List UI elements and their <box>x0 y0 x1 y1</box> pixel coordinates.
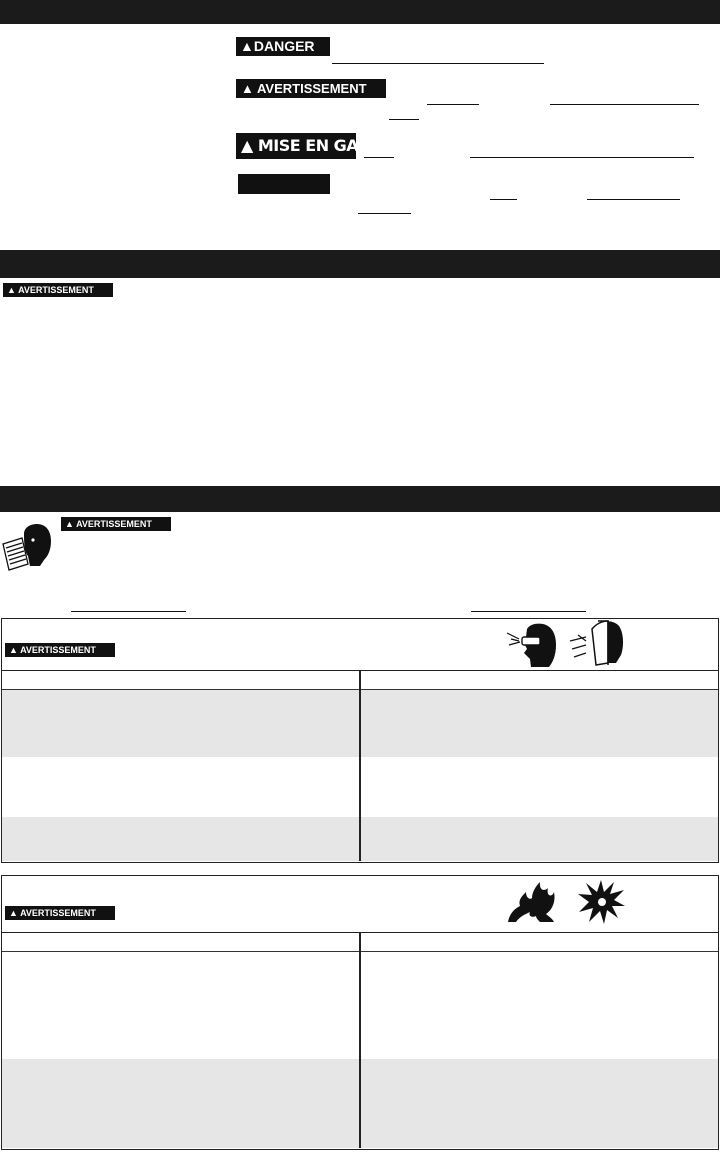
danger-underline <box>332 63 544 64</box>
header-band-personal <box>0 486 720 512</box>
danger-label: DANGER <box>253 38 315 54</box>
warning-triangle-icon: ▲ <box>65 519 77 529</box>
warning-underline-3 <box>389 119 419 120</box>
notice-underline-1 <box>490 199 517 200</box>
personal-underline-2 <box>471 611 586 612</box>
warning-underline-2 <box>550 104 699 105</box>
caution-label: MISE EN GARDE <box>257 136 394 155</box>
header-band-top <box>0 0 720 24</box>
face-shield-icon <box>568 619 626 669</box>
safety-glasses-icon <box>505 623 557 669</box>
notice-badge <box>238 174 330 194</box>
warning-label: AVERTISSEMENT <box>257 81 367 96</box>
caution-badge <box>236 133 394 159</box>
warning-triangle-icon: ▲ <box>9 908 21 918</box>
danger-badge <box>236 37 330 56</box>
warning-triangle-icon: ▲ <box>241 81 257 96</box>
personal-underline-1 <box>71 611 186 612</box>
warning-triangle-icon: ▲ <box>241 136 258 155</box>
notice-underline-3 <box>358 213 411 214</box>
warning-badge <box>236 79 386 98</box>
caution-underline-1 <box>364 157 394 158</box>
warning-triangle-icon: ▲ <box>240 38 254 54</box>
header-band-safety <box>0 250 720 278</box>
fire-explosion-table <box>1 875 719 1150</box>
eye-injury-table <box>1 618 719 863</box>
personal-safety-warning-badge <box>61 517 171 531</box>
warning-underline-1 <box>427 104 479 105</box>
fire-explosion-warning-label: AVERTISSEMENT <box>20 908 96 918</box>
warning-triangle-icon: ▲ <box>7 285 19 295</box>
safety-warning-label: AVERTISSEMENT <box>18 285 94 295</box>
fire-icon <box>506 878 556 923</box>
warning-triangle-icon: ▲ <box>9 645 21 655</box>
notice-underline-2 <box>587 199 680 200</box>
fire-explosion-column-divider <box>359 932 361 1148</box>
read-manual-icon <box>0 524 56 572</box>
eye-injury-column-divider <box>359 670 361 861</box>
eye-injury-warning-badge <box>5 643 115 657</box>
fire-explosion-warning-badge <box>5 906 115 920</box>
safety-warning-badge <box>3 283 113 297</box>
caution-underline-2 <box>470 157 694 158</box>
eye-injury-warning-label: AVERTISSEMENT <box>20 645 96 655</box>
explosion-icon <box>576 878 626 925</box>
personal-safety-warning-label: AVERTISSEMENT <box>76 519 152 529</box>
